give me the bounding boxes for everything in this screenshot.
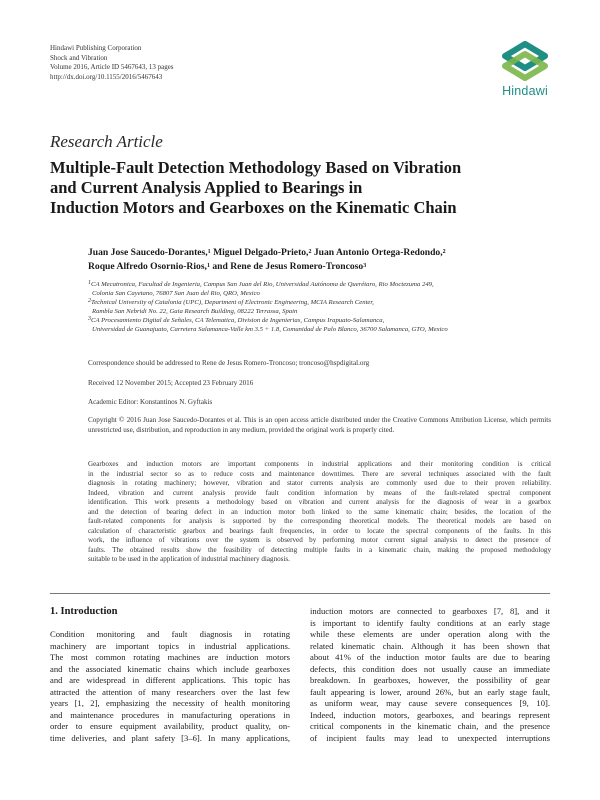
correspondence: Correspondence should be addressed to Rene de Jesus Romero-Troncoso; troncoso@hspdigital.org — [88, 359, 370, 367]
abstract-line: fault-related components for analysis is supported by the corresponding theoretical models. The theoretical models are based on — [88, 517, 551, 525]
body-line: defects, this condition does not usually cause an immediate — [310, 663, 550, 674]
doi-link[interactable]: http://dx.doi.org/10.1155/2016/5467643 — [50, 72, 163, 81]
affiliation-line: Universidad de Guanajuato, Carretera Salamanca-Valle km 3.5 + 1.8, Comunidad de Palo Blanco, 36700 Salamanca, GTO, Mexico — [92, 326, 448, 333]
author-affiliation-mark: 2 — [442, 249, 446, 255]
copyright-notice: Copyright © 2016 Juan Jose Saucedo-Dorantes et al. This is an open access article distributed under the Creative Commons Attribution License, which permits unrestricted use, distribution, and reproduction in any medium, provided the original work is properly cited. — [88, 416, 551, 434]
affiliations — [88, 280, 563, 334]
author-affiliation-mark: 1 — [207, 249, 211, 255]
body-line: is important to identify faulty conditions at an early stage — [310, 617, 550, 628]
affiliation-line: $^1$CA Mecatronica, Facultad de Ingenieria, Campus San Juan del Rio, Universidad Autónoma de Querétaro, Rio Moctezuma 249, — [88, 280, 434, 288]
abstract-line: Gearboxes and induction motors are important components in industrial applications and their monitoring condition is critical — [88, 460, 551, 468]
abstract-line: and the detection of bearing defect in an induction motor both linked to the same kinematic chain; besides, the location of the — [88, 507, 551, 516]
body-line: and are widespread in different applications. This topic has — [50, 675, 290, 686]
received-accepted-dates: Received 12 November 2015; Accepted 23 February 2016 — [88, 379, 254, 387]
abstract-line: diagnosis in rotating machinery; however, vibration and stator currents analysis are commonly used due to their proven reliability. — [88, 479, 551, 487]
abstract — [88, 460, 551, 565]
body-line: about 41% of the induction motor faults are due to bearing — [310, 652, 550, 663]
volume-info: Volume 2016, Article ID 5467643, 13 pages — [50, 63, 174, 71]
body-line: as uniform wear, may cause severe consequences [9, 10]. — [310, 698, 550, 709]
author-affiliation-mark: 1 — [206, 263, 210, 269]
body-line: and maintenance procedures in manufacturing operations in — [50, 709, 290, 720]
author-affiliation-mark: 3 — [363, 263, 367, 269]
author-name: Roque Alfredo Osornio-Rios, — [88, 261, 207, 272]
logo-wordmark: Hindawi — [502, 84, 548, 98]
hindawi-logo — [497, 40, 553, 102]
body-line: machinery are important topics in industrial applications. — [50, 640, 290, 651]
body-line: order to ensure equipment availability, product quality, on- — [50, 721, 290, 732]
body-line: of incipient faults may lead to unexpected interruptions — [310, 733, 550, 744]
abstract-line: Indeed, vibration and current analysis provide fault condition information by means of the fault-related spectral component — [88, 488, 551, 497]
title-line: Multiple-Fault Detection Methodology Based on Vibration — [50, 158, 462, 177]
body-line: and the associated kinematic chains which include gearboxes — [50, 663, 290, 674]
body-line: related kinematic chain. Although it has been shown that — [310, 640, 550, 651]
article-title — [50, 158, 550, 218]
body-line: critical components in the kinematic chain, and the presence — [310, 721, 550, 732]
publisher-name: Hindawi Publishing Corporation — [50, 44, 142, 52]
body-line: Indeed, induction motors, gearboxes, and bearings represent — [310, 709, 550, 720]
author-name: Juan Jose Saucedo-Dorantes, — [88, 247, 208, 258]
body-line: time deliveries, and plant safety [3–6]. In many applications, — [50, 732, 290, 743]
author-affiliation-mark: 2 — [308, 249, 312, 255]
abstract-line: calculation of characteristic gearbox and bearings fault frequencies, in order to locate the spectral components of the faults. In this — [88, 526, 551, 535]
body-line: years [1, 2], emphasizing the necessity of health monitoring — [50, 698, 290, 709]
body-line: fault appearing is lower, around 26%, but an early stage fault, — [310, 686, 550, 697]
author-name: and Rene de Jesus Romero-Troncoso — [212, 261, 364, 272]
article-type: Research Article — [50, 132, 163, 151]
section-divider — [50, 593, 550, 594]
affiliation-line: $^2$Technical University of Catalonia (UPC), Department of Electronic Engineering, MCIA Research Center, — [88, 298, 374, 306]
journal-name: Shock and Vibration — [50, 53, 108, 62]
right-column-text — [310, 606, 550, 745]
abstract-line: faults. The obtained results show the feasibility of detecting multiple faults in a kinematic chain, making the proposed methodology — [88, 545, 551, 554]
body-line: breakdown. In gearboxes, however, the possibility of gear — [310, 675, 550, 686]
abstract-line: suitable to be used in the application of industrial machinery diagnosis. — [88, 555, 290, 563]
author-list — [88, 246, 558, 274]
author-name: Juan Antonio Ortega-Redondo, — [313, 247, 443, 258]
body-line: Condition monitoring and fault diagnosis in rotating — [50, 629, 290, 639]
abstract-line: in the industrial sector so as to reduce costs and maintenance downtimes. There are several techniques associated with the fault — [88, 469, 551, 478]
abstract-line: work, the influence of vibrations over the system is observed by performing motor current signal analysis to detect the presence of — [88, 536, 551, 544]
body-line: The most common rotating machines are induction motors — [50, 652, 290, 663]
journal-header — [50, 44, 300, 82]
body-line: induction motors are connected to gearboxes [7, 8], and it — [310, 606, 550, 616]
title-line: Induction Motors and Gearboxes on the Kinematic Chain — [50, 198, 457, 217]
author-name: Miguel Delgado-Prieto, — [213, 247, 309, 258]
author-line — [88, 260, 558, 274]
affiliation-line: Rambla San Nebridi No. 22, Gaia Research Building, 08222 Terrassa, Spain — [92, 308, 298, 315]
section-heading-introduction: 1. Introduction — [50, 606, 118, 617]
body-line: while these elements are under operation along with the — [310, 629, 550, 640]
hindawi-logo-icon — [497, 40, 553, 82]
abstract-line: identification. This work presents a methodology based on vibration and current analysis for the diagnosis of wear in a gearbox — [88, 498, 551, 506]
title-line: and Current Analysis Applied to Bearings in — [50, 178, 363, 197]
affiliation-line: $^3$CA Procesamiento Digital de Señales, CA Telematica, Division de Ingenierias, Campus Irapuato-Salamanca, — [88, 316, 385, 324]
left-column-text — [50, 629, 290, 744]
affiliation-line: Colonia San Cayetano, 76807 San Juan del Rio, QRO, Mexico — [92, 290, 260, 297]
author-line — [88, 246, 558, 260]
body-line: attracted the attention of many researchers over the last few — [50, 686, 290, 697]
academic-editor: Academic Editor: Konstantinos N. Gyftakis — [88, 398, 213, 406]
